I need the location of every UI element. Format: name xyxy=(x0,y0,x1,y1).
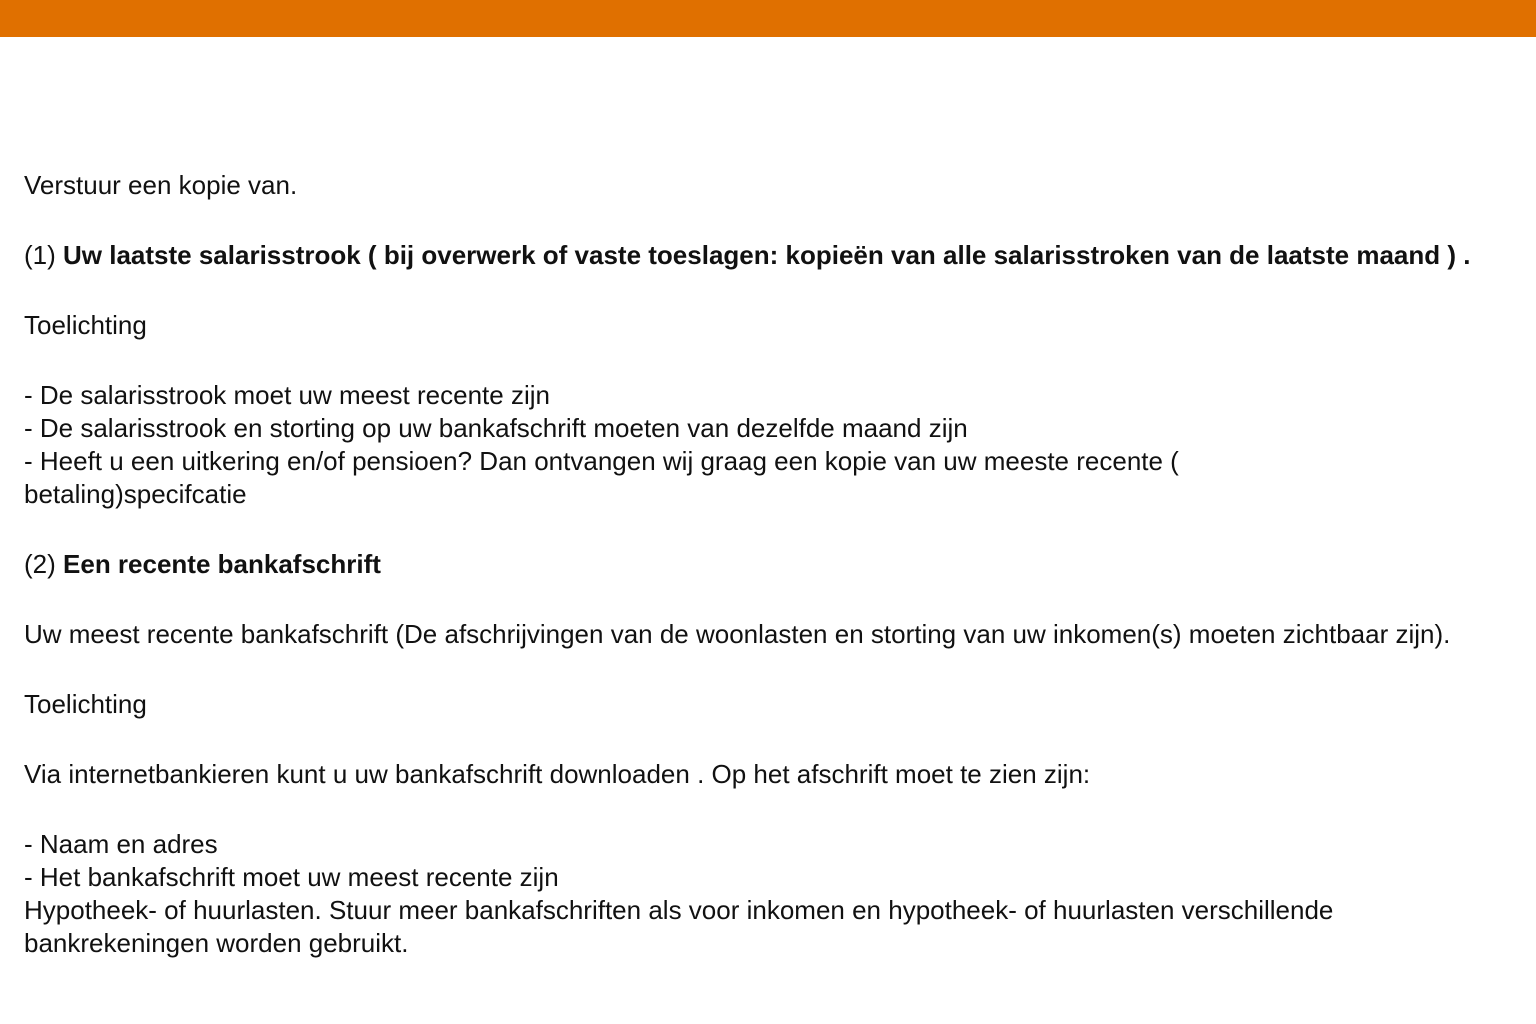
note-line: - Heeft u een uitkering en/of pensioen? Dan ontvangen wij graag een kopie van uw meeste recente ( xyxy=(24,446,1179,476)
note-line: - Naam en adres xyxy=(24,829,218,859)
notes-2-list xyxy=(24,828,1514,960)
intro-text: Verstuur een kopie van. xyxy=(24,170,298,200)
note-line: - De salarisstrook moet uw meest recente zijn xyxy=(24,380,550,410)
note-line: betaling)specifcatie xyxy=(24,479,247,509)
item-2-heading xyxy=(24,548,1514,581)
toelichting-2-heading: Toelichting xyxy=(24,689,147,719)
top-accent-bar xyxy=(0,0,1536,37)
item-2-title: Een recente bankafschrift xyxy=(63,549,381,579)
note-line: bankrekeningen worden gebruikt. xyxy=(24,928,409,958)
toelichting-1-heading: Toelichting xyxy=(24,310,147,340)
bank-description: Uw meest recente bankafschrift (De afschrijvingen van de woonlasten en storting van uw inkomen(s) moeten zichtbaar zijn). xyxy=(24,619,1451,649)
note-line: - Het bankafschrift moet uw meest recente zijn xyxy=(24,862,559,892)
note-line: - De salarisstrook en storting op uw bankafschrift moeten van dezelfde maand zijn xyxy=(24,413,968,443)
item-1-number: (1) xyxy=(24,240,56,270)
note-line: Hypotheek- of huurlasten. Stuur meer bankafschriften als voor inkomen en hypotheek- of huurlasten verschillende xyxy=(24,895,1334,925)
notes-1-list xyxy=(24,379,1514,511)
item-2-number: (2) xyxy=(24,549,56,579)
item-1-title: Uw laatste salarisstrook ( bij overwerk of vaste toeslagen: kopieën van alle salarisstroken van de laatste maand ) . xyxy=(63,240,1471,270)
item-1-heading xyxy=(24,239,1514,272)
document-body xyxy=(24,169,1514,960)
download-instructions: Via internetbankieren kunt u uw bankafschrift downloaden . Op het afschrift moet te zien zijn: xyxy=(24,759,1091,789)
